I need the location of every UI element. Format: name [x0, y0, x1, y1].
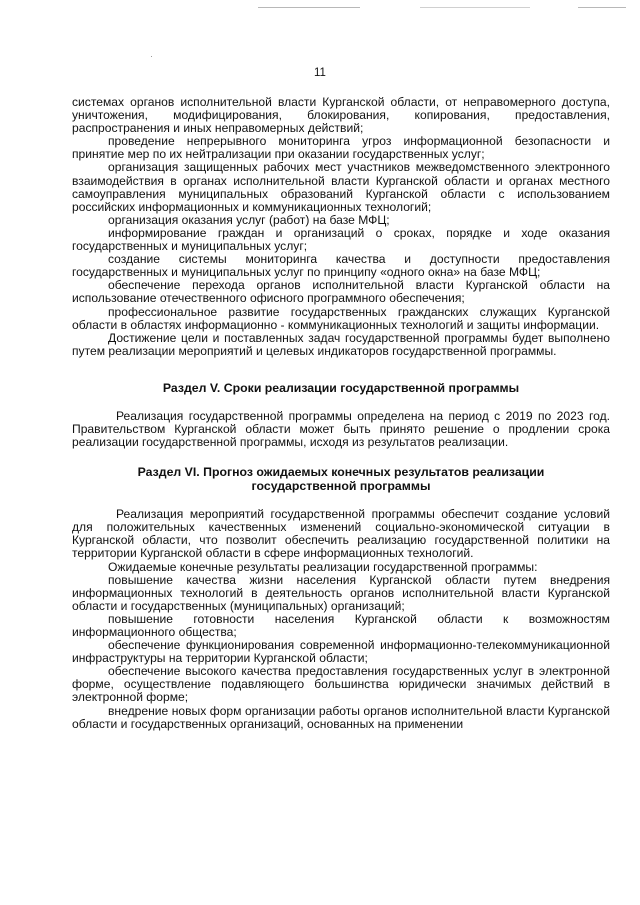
list-item: обеспечение высокого качества предоставления государственных услуг в электронной форме, осуществление подавляющего большинства юридически значимых действий в электронной форме; — [72, 664, 610, 705]
list-item: повышение качества жизни населения Курганской области путем внедрения информационных технологий в деятельность органов исполнительной власти Курганской области и государственных (муниципальных) организаций; — [72, 572, 610, 613]
list-item: создание системы мониторинга качества и доступности предоставления государственных и муниципальных услуг по принципу «одного окна» на базе МФЦ; — [72, 252, 610, 280]
document-body — [72, 96, 610, 731]
list-item: внедрение новых форм организации работы органов исполнительной власти Курганской области и государственных организаций, основанных на применении — [72, 703, 610, 731]
list-item: организация оказания услуг (работ) на базе МФЦ; — [108, 212, 390, 227]
paragraph: Достижение цели и поставленных задач государственной программы будет выполнено путем реализации мероприятий и целевых индикаторов государственной программы. — [72, 330, 610, 358]
list-item: обеспечение функционирования современной информационно-телекоммуникационной инфраструктуры на территории Курганской области; — [72, 638, 610, 666]
paragraph: Реализация государственной программы определена на период с 2019 по 2023 год. Правительством Курганской области может быть принято решение о продлении срока реализации государственной программы, исходя из результатов реализации. — [72, 408, 610, 450]
list-item: информирование граждан и организаций о сроках, порядке и ходе оказания государственных и муниципальных услуг; — [72, 225, 610, 254]
scan-artifact-line — [420, 7, 530, 8]
list-item: повышение готовности населения Курганской области к возможностям информационного общества; — [72, 611, 610, 639]
scan-artifact-line — [578, 7, 626, 8]
list-item: проведение непрерывного мониторинга угроз информационной безопасности и принятие мер по их нейтрализации при оказании государственных услуг; — [72, 134, 610, 162]
list-item: организация защищенных рабочих мест участников межведомственного электронного взаимодействия в органах исполнительной власти Курганской области и органах местного самоуправления муниципальных образований Курганской области с использованием российских информационных и коммуникационных технологий; — [72, 160, 610, 214]
paragraph: системах органов исполнительной власти Курганской области, от неправомерного доступа, уничтожения, модифицирования, блокирования, копирования, предоставления, распространения и иных неправомерных действий; — [72, 95, 610, 136]
section-vi-heading: Раздел VI. Прогноз ожидаемых конечных результатов реализации государственной программы — [137, 465, 545, 494]
section-v-heading: Раздел V. Сроки реализации государственной программы — [162, 380, 520, 395]
paragraph: Реализация мероприятий государственной программы обеспечит создание условий для положительных качественных изменений социально-экономической ситуации в Курганской области, что позволит обеспечить реализацию государственной политики на территории Курганской области в сфере информационных технологий. — [72, 507, 610, 561]
paragraph: Ожидаемые конечные результаты реализации государственной программы: — [108, 559, 538, 574]
list-item: профессиональное развитие государственных гражданских служащих Курганской области в областях информационно - коммуникационных технологий и защиты информации. — [72, 304, 610, 332]
scan-artifact-dot — [151, 56, 152, 57]
list-item: обеспечение перехода органов исполнительной власти Курганской области на использование отечественного офисного программного обеспечения; — [72, 278, 610, 306]
scan-artifact-line — [258, 7, 360, 8]
page-number: 11 — [314, 67, 326, 79]
